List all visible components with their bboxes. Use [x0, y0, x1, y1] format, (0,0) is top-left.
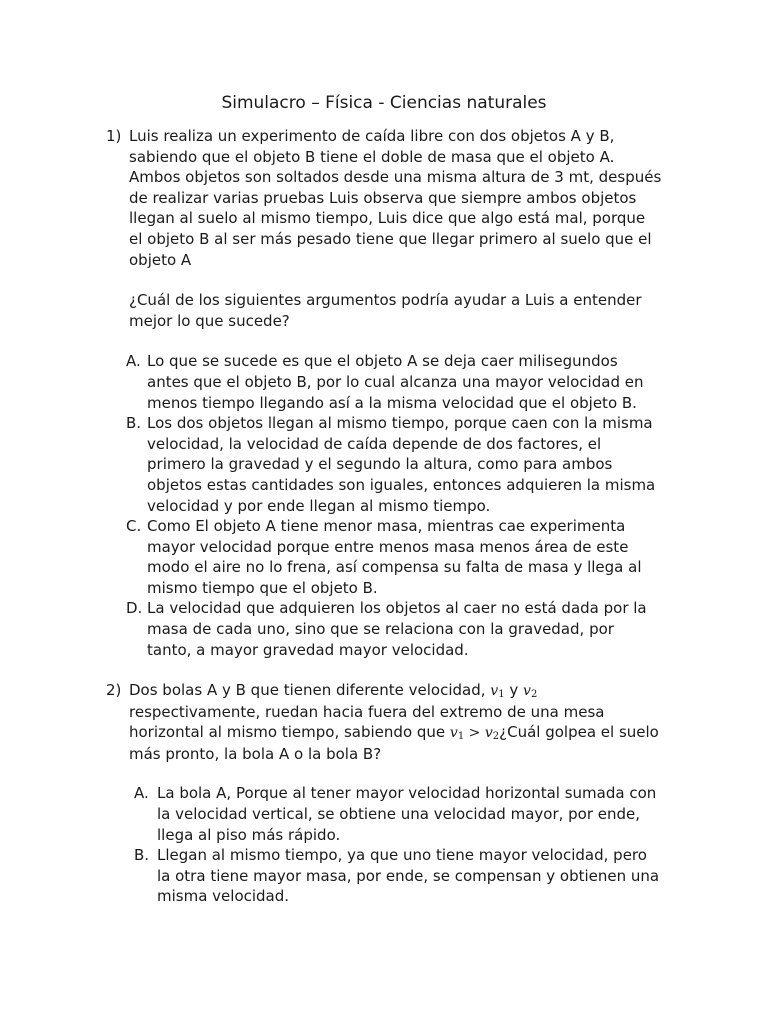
option-letter: B.: [134, 846, 150, 865]
option-text: La velocidad que adquieren los objetos al caer no está dada por la masa de cada uno, sino que se relaciona con la gravedad, por tanto, a mayor gravedad mayor velocidad.: [147, 599, 647, 659]
question-text: Luis realiza un experimento de caída libre con dos objetos A y B, sabiendo que el objeto B tiene el doble de masa que el objeto A. Ambos objetos son soltados desde una misma altura de 3 mt, después de realizar varias pruebas Luis observa que siempre ambos objetos llegan al suelo al mismo tiempo, Luis dice que algo está mal, porque el objeto B al ser más pesado tiene que llegar primero al suelo que el objeto A: [129, 127, 662, 269]
math-symbol: v: [484, 725, 493, 742]
option-text: Lo que se sucede es que el objeto A se deja caer milisegundos antes que el objeto B, por lo cual alcanza una mayor velocidad en menos tiempo llegando así a la misma velocidad que el objeto B.: [147, 352, 644, 412]
question-text-part: respectivamente, ruedan hacia fuera del extremo de una mesa horizontal al mismo tiempo, sabiendo que: [129, 702, 605, 742]
option-letter: A.: [126, 352, 141, 371]
question-text-part: y: [504, 681, 524, 699]
option-b: [0, 413, 663, 516]
math-subscript: 1: [498, 689, 505, 700]
question-1: [0, 126, 768, 660]
option-b: [0, 845, 663, 907]
option-letter: C.: [126, 517, 142, 536]
math-symbol: v: [490, 683, 499, 699]
options-list: [0, 783, 768, 907]
option-c: [0, 516, 663, 598]
math-symbol: v: [449, 725, 458, 742]
option-text: Como El objeto A tiene menor masa, mientras cae experimenta mayor velocidad porque entre menos masa menos área de este modo el aire no lo frena, así compensa su falta de masa y llega al mismo tiempo que el objeto B.: [147, 517, 642, 597]
option-letter: D.: [126, 599, 143, 618]
question-number: 1): [106, 127, 122, 145]
option-letter: A.: [134, 784, 149, 803]
option-text: Llegan al mismo tiempo, ya que uno tiene mayor velocidad, pero la otra tiene mayor masa, por ende, se compensan y obtienen una misma velocidad.: [157, 846, 660, 906]
question-number: 2): [106, 681, 122, 699]
velocity-v2: [523, 683, 537, 699]
question-text-part: Dos bolas A y B que tienen diferente velocidad,: [129, 681, 491, 699]
option-a: [0, 783, 663, 845]
math-subscript: 1: [457, 731, 465, 743]
option-a: [0, 351, 663, 413]
page-title: Simulacro – Física - Ciencias naturales: [221, 93, 547, 113]
math-subscript: 2: [530, 689, 538, 700]
option-d: [0, 598, 663, 660]
math-subscript: 2: [492, 731, 500, 743]
question-prompt: ¿Cuál de los siguientes argumentos podría ayudar a Luis a entender mejor lo que sucede?: [129, 291, 642, 330]
velocity-v1: [490, 683, 504, 699]
options-list: [0, 351, 768, 660]
math-symbol: v: [523, 683, 531, 699]
math-operator: >: [464, 725, 485, 742]
option-text: Los dos objetos llegan al mismo tiempo, porque caen con la misma velocidad, la velocidad de caída depende de dos factores, el primero la gravedad y el segundo la altura, como para ambos objetos estas cantidades son iguales, entonces adquieren la misma velocidad y por ende llegan al mismo tiempo.: [147, 414, 656, 515]
question-text: [129, 680, 663, 764]
question-text-part: ¿Cuál golpea el suelo más pronto, la bola A o la bola B?: [129, 723, 659, 763]
option-letter: B.: [126, 414, 142, 433]
question-2: [0, 680, 768, 907]
velocity-comparison: [450, 725, 499, 741]
option-text: La bola A, Porque al tener mayor velocidad horizontal sumada con la velocidad vertical, se obtiene una velocidad mayor, por ende, llega al piso más rápido.: [157, 784, 657, 844]
